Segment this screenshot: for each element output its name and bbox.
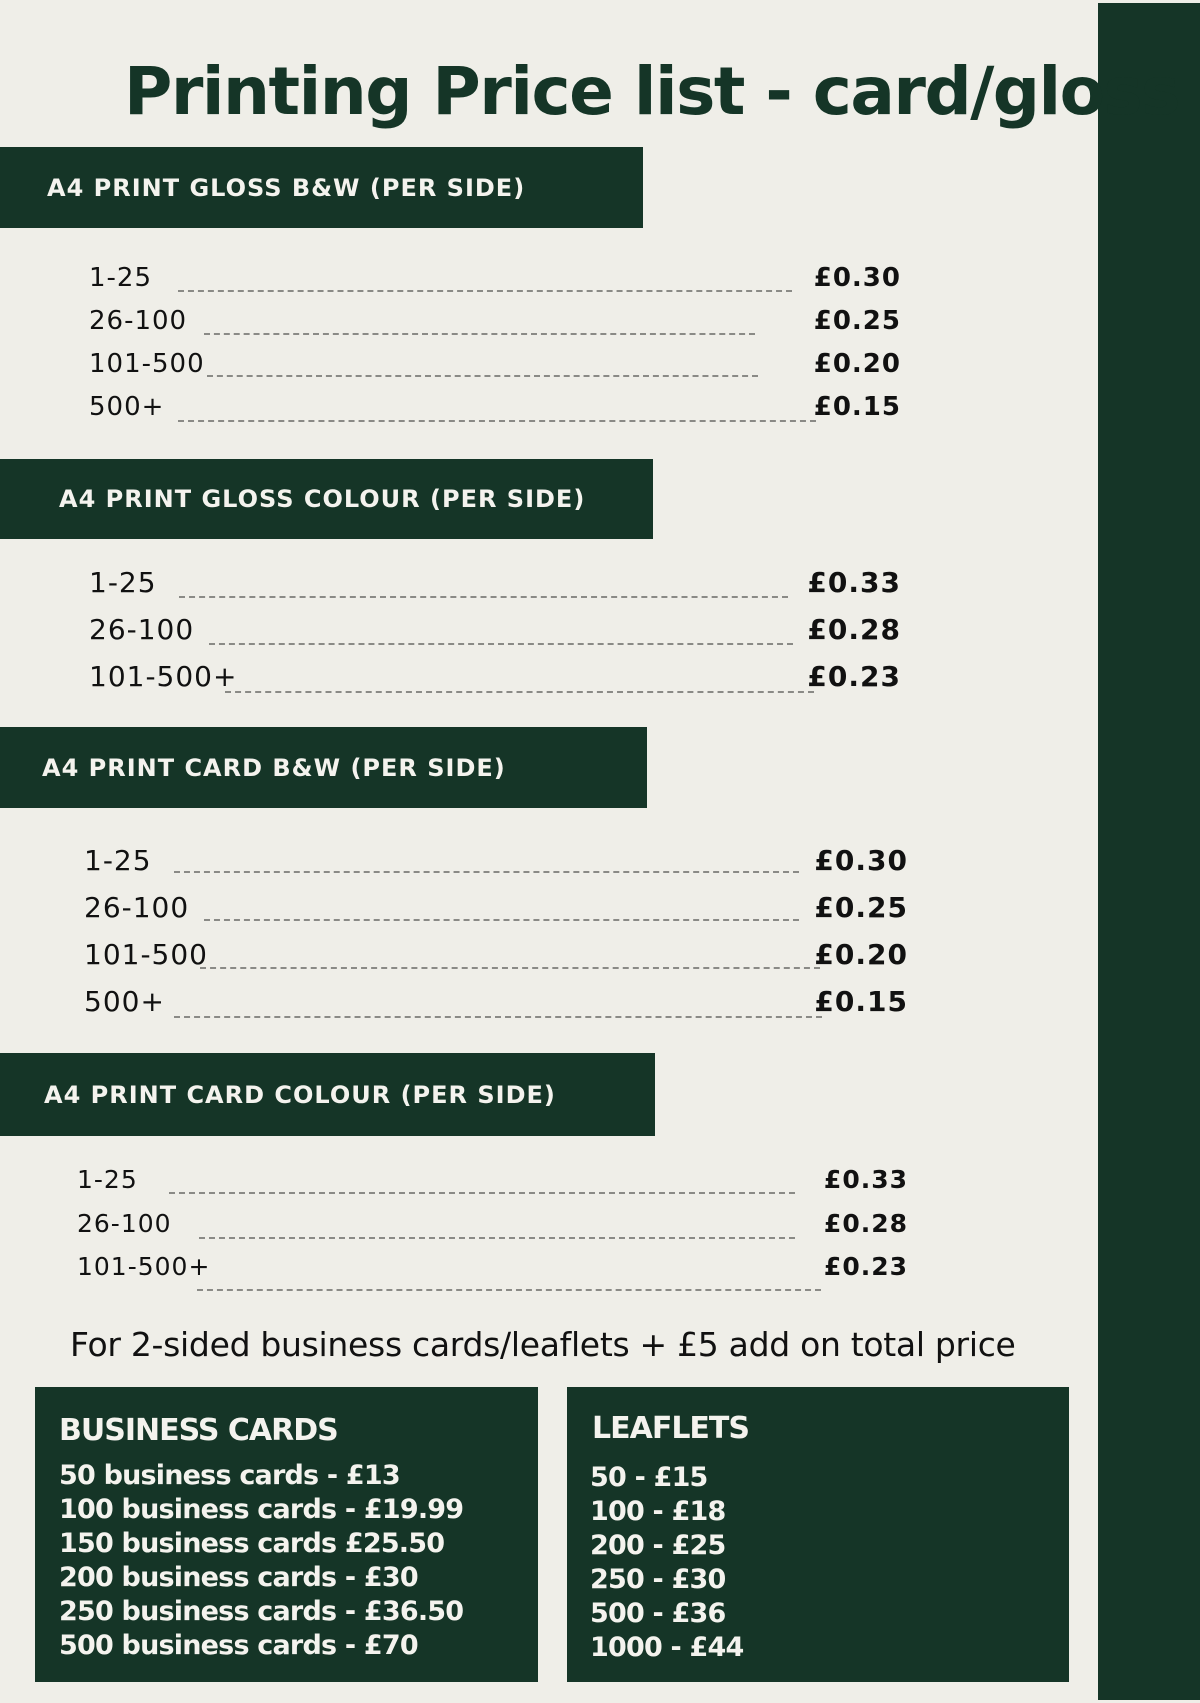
quantity-range: 1-25 (89, 263, 153, 293)
section-header-card-colour (0, 1053, 655, 1136)
unit-price: £0.33 (823, 1165, 908, 1194)
section-heading: A4 PRINT CARD B&W (PER SIDE) (42, 753, 506, 782)
price-row (89, 659, 901, 699)
price-row (77, 1249, 908, 1289)
business-cards-item: 50 business cards - £13 (59, 1460, 400, 1491)
dotted-leader (207, 375, 758, 377)
quantity-range: 26-100 (89, 306, 188, 336)
price-row (77, 1206, 908, 1246)
leaflets-title: LEAFLETS (592, 1411, 749, 1446)
price-row (84, 984, 908, 1024)
quantity-range: 26-100 (89, 613, 195, 646)
dotted-leader (179, 596, 788, 598)
leaflets-item: 200 - £25 (590, 1530, 726, 1561)
dotted-leader (204, 919, 799, 921)
two-sided-note: For 2-sided business cards/leaflets + £5 add on total price (70, 1325, 1016, 1364)
price-row (84, 843, 908, 883)
dotted-leader (204, 333, 755, 335)
dotted-leader (225, 691, 814, 693)
unit-price: £0.20 (814, 938, 908, 971)
quantity-range: 26-100 (77, 1209, 172, 1238)
dotted-leader (209, 643, 793, 645)
business-cards-panel (35, 1387, 538, 1682)
quantity-range: 101-500 (89, 349, 205, 379)
business-cards-item: 500 business cards - £70 (59, 1630, 418, 1661)
quantity-range: 1-25 (84, 844, 152, 877)
dotted-leader (174, 1016, 822, 1018)
unit-price: £0.23 (807, 660, 901, 693)
dotted-leader (200, 967, 820, 969)
unit-price: £0.28 (823, 1209, 908, 1238)
leaflets-item: 50 - £15 (590, 1462, 708, 1493)
section-header-gloss-bw (0, 147, 643, 228)
dotted-leader (178, 290, 792, 292)
dotted-leader (197, 1289, 821, 1291)
price-row (89, 389, 901, 429)
price-row (84, 937, 908, 977)
unit-price: £0.23 (823, 1252, 908, 1281)
section-heading: A4 PRINT GLOSS B&W (PER SIDE) (47, 173, 526, 202)
unit-price: £0.15 (813, 392, 901, 422)
quantity-range: 26-100 (84, 891, 190, 924)
page-title: Printing Price list - card/gloss (124, 53, 1180, 130)
price-row (89, 346, 901, 386)
section-header-card-bw (0, 727, 647, 808)
business-cards-title: BUSINESS CARDS (59, 1413, 338, 1448)
leaflets-item: 250 - £30 (590, 1564, 726, 1595)
leaflets-item: 100 - £18 (590, 1496, 726, 1527)
business-cards-item: 250 business cards - £36.50 (59, 1596, 464, 1627)
dotted-leader (199, 1237, 795, 1239)
dotted-leader (174, 871, 799, 873)
unit-price: £0.25 (813, 306, 901, 336)
unit-price: £0.28 (807, 613, 901, 646)
unit-price: £0.15 (814, 985, 908, 1018)
price-row (89, 303, 901, 343)
business-cards-item: 200 business cards - £30 (59, 1562, 418, 1593)
dotted-leader (178, 420, 816, 422)
quantity-range: 500+ (89, 392, 165, 422)
unit-price: £0.30 (813, 263, 901, 293)
quantity-range: 101-500+ (89, 660, 238, 693)
price-row (89, 260, 901, 300)
unit-price: £0.30 (814, 844, 908, 877)
quantity-range: 1-25 (77, 1165, 138, 1194)
section-heading: A4 PRINT CARD COLOUR (PER SIDE) (44, 1080, 556, 1109)
unit-price: £0.20 (813, 349, 901, 379)
leaflets-item: 500 - £36 (590, 1598, 726, 1629)
leaflets-panel (567, 1387, 1069, 1682)
business-cards-item: 150 business cards £25.50 (59, 1528, 445, 1559)
dotted-leader (169, 1192, 795, 1194)
price-row (84, 890, 908, 930)
leaflets-item: 1000 - £44 (590, 1632, 744, 1663)
section-heading: A4 PRINT GLOSS COLOUR (PER SIDE) (59, 485, 586, 513)
quantity-range: 101-500+ (77, 1252, 211, 1281)
quantity-range: 1-25 (89, 566, 157, 599)
price-row (77, 1162, 908, 1202)
quantity-range: 101-500 (84, 938, 208, 971)
unit-price: £0.33 (807, 566, 901, 599)
section-header-gloss-colour (0, 459, 653, 539)
quantity-range: 500+ (84, 985, 165, 1018)
business-cards-item: 100 business cards - £19.99 (59, 1494, 464, 1525)
price-row (89, 612, 901, 652)
decorative-side-band (1098, 3, 1200, 1700)
price-row (89, 565, 901, 605)
unit-price: £0.25 (814, 891, 908, 924)
